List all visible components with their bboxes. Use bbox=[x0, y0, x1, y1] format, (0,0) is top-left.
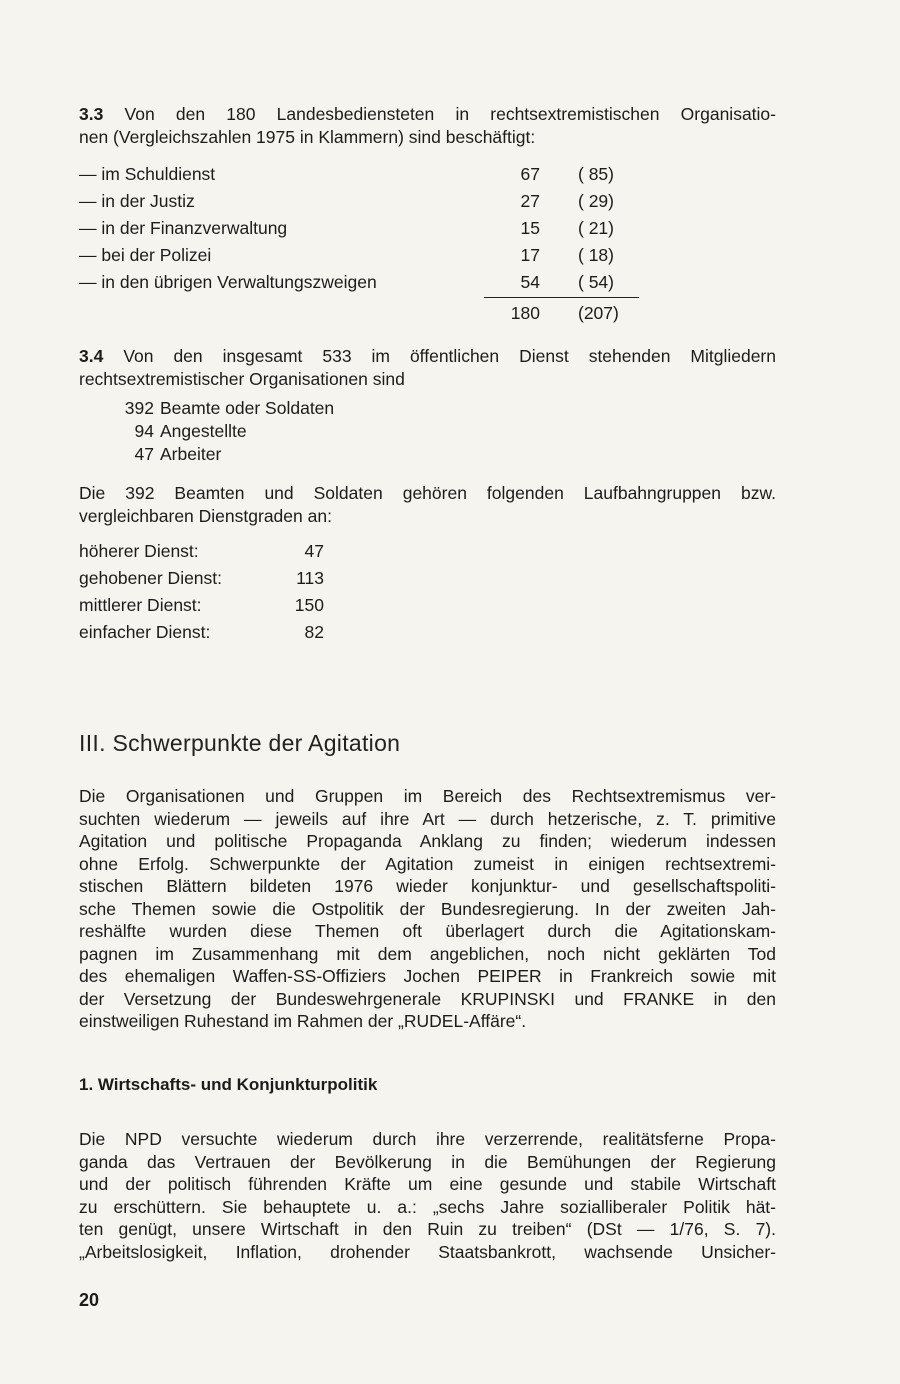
text-line: und der politisch führenden Kräfte um eine gesunde und stabile Wirtschaft bbox=[79, 1174, 776, 1194]
text-line: zu erschüttern. Sie behauptete u. a.: „sechs Jahre sozialliberaler Politik hät- bbox=[79, 1196, 776, 1217]
text-line: „Arbeitslosigkeit, Inflation, drohender Staatsbankrott, wachsende Unsicher- bbox=[79, 1241, 776, 1262]
item-count: 94 bbox=[134, 421, 154, 441]
text-line: Die 392 Beamten und Soldaten gehören folgenden Laufbahngruppen bzw. bbox=[79, 483, 776, 503]
item-label: Arbeiter bbox=[160, 444, 222, 464]
text-line: der Versetzung der Bundeswehrgenerale KRUPINSKI und FRANKE in den bbox=[79, 988, 776, 1009]
item-count: 47 bbox=[134, 444, 154, 464]
text-line: sche Themen sowie die Ostpolitik der Bundesregierung. In der zweiten Jah- bbox=[79, 898, 776, 919]
chapter-paragraph bbox=[79, 785, 776, 1033]
subsection-paragraph bbox=[79, 1128, 776, 1263]
group-value: 113 bbox=[296, 568, 324, 588]
text-line: ohne Erfolg. Schwerpunkte der Agitation zumeist in einigen rechtsextremi- bbox=[79, 853, 776, 874]
total-prev-value: (207) bbox=[578, 303, 619, 323]
row-label: — bei der Polizei bbox=[79, 245, 212, 265]
subsection-title: 1. Wirtschafts- und Konjunkturpolitik bbox=[79, 1075, 378, 1094]
section-3-3-intro bbox=[79, 103, 776, 148]
row-prev-value: ( 29) bbox=[578, 191, 614, 211]
section-3-4-intro bbox=[79, 345, 776, 390]
text-line: des ehemaligen Waffen-SS-Offiziers Jochen PEIPER in Frankreich sowie mit bbox=[79, 966, 776, 986]
group-value: 47 bbox=[304, 541, 324, 561]
row-label: — im Schuldienst bbox=[79, 164, 216, 184]
text-line: pagnen im Zusammenhang mit dem angeblichen, noch nicht geklärten Tod bbox=[79, 943, 776, 964]
group-label: einfacher Dienst: bbox=[79, 622, 211, 642]
row-label: — in den übrigen Verwaltungszweigen bbox=[79, 272, 377, 292]
row-prev-value: ( 21) bbox=[578, 218, 614, 238]
text-line: einstweiligen Ruhestand im Rahmen der „RUDEL-Affäre“. bbox=[79, 1011, 527, 1031]
text-line: Die NPD versuchte wiederum durch ihre verzerrende, realitätsferne Propa- bbox=[79, 1129, 776, 1149]
total-value: 180 bbox=[510, 303, 540, 323]
group-value: 150 bbox=[294, 595, 324, 615]
text-line: ganda das Vertrauen der Bevölkerung in die Bemühungen der Regierung bbox=[79, 1151, 776, 1172]
text-line: Agitation und politische Propaganda Anklang zu finden; wiederum indessen bbox=[79, 831, 776, 851]
text-line: reshälfte wurden diese Themen oft überlagert durch die Agitationskam- bbox=[79, 921, 776, 941]
text-line: nen (Vergleichszahlen 1975 in Klammern) sind beschäftigt: bbox=[79, 126, 536, 147]
item-label: Beamte oder Soldaten bbox=[160, 398, 335, 418]
chapter-title: III. Schwerpunkte der Agitation bbox=[79, 730, 401, 756]
row-prev-value: ( 85) bbox=[578, 164, 614, 184]
row-prev-value: ( 54) bbox=[578, 272, 614, 292]
text-line: Von den 180 Landesbediensteten in rechtsextremistischen Organisatio- bbox=[124, 104, 776, 124]
row-value: 67 bbox=[520, 164, 540, 184]
row-label: — in der Finanzverwaltung bbox=[79, 218, 288, 238]
row-value: 17 bbox=[520, 245, 540, 265]
row-value: 27 bbox=[520, 191, 540, 211]
item-count: 392 bbox=[124, 398, 154, 418]
group-value: 82 bbox=[304, 622, 324, 642]
text-line: vergleichbaren Dienstgraden an: bbox=[79, 505, 332, 526]
text-line: ten genügt, unsere Wirtschaft in den Ruin zu treiben“ (DSt — 1/76, S. 7). bbox=[79, 1219, 776, 1239]
text-line: stischen Blättern bildeten 1976 wieder konjunktur- und gesellschaftspoliti- bbox=[79, 876, 776, 896]
row-label: — in der Justiz bbox=[79, 191, 195, 211]
row-prev-value: ( 18) bbox=[578, 245, 614, 265]
item-label: Angestellte bbox=[160, 421, 247, 441]
text-line: Die Organisationen und Gruppen im Bereich des Rechtsextremismus ver- bbox=[79, 786, 776, 806]
group-label: mittlerer Dienst: bbox=[79, 595, 202, 615]
text-line: rechtsextremistischer Organisationen sind bbox=[79, 368, 405, 389]
row-value: 54 bbox=[520, 272, 540, 292]
career-groups-intro bbox=[79, 482, 776, 527]
group-label: gehobener Dienst: bbox=[79, 568, 223, 588]
group-label: höherer Dienst: bbox=[79, 541, 199, 561]
sum-rule bbox=[484, 297, 639, 298]
text-line: suchten wiederum — jeweils auf ihre Art — durch hetzerische, z. T. primitive bbox=[79, 808, 776, 829]
row-value: 15 bbox=[520, 218, 540, 238]
section-number: 3.4 bbox=[79, 346, 104, 366]
text-line: Von den insgesamt 533 im öffentlichen Dienst stehenden Mitgliedern bbox=[123, 346, 776, 366]
page-number: 20 bbox=[79, 1290, 100, 1310]
section-number: 3.3 bbox=[79, 104, 104, 124]
